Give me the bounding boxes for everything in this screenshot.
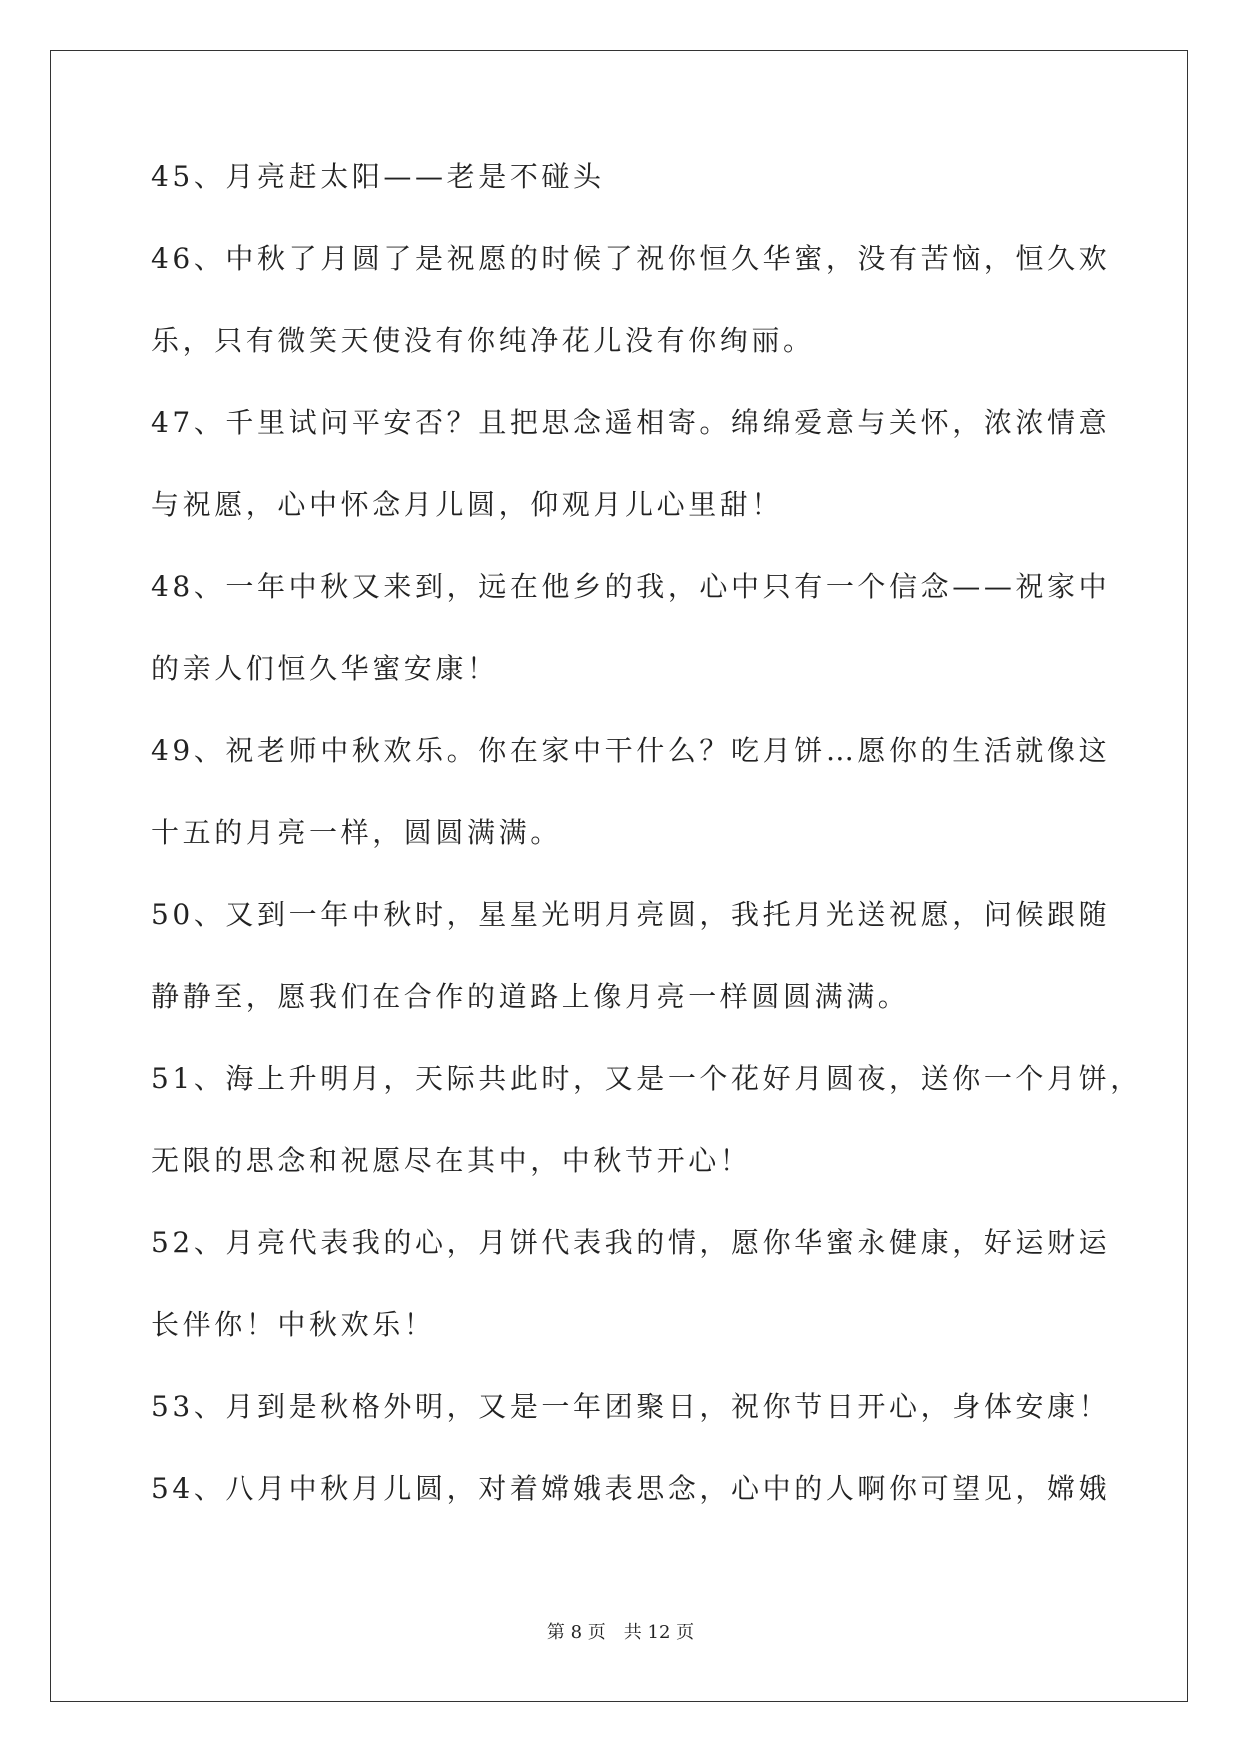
text-line: 47、千里试问平安否？且把思念遥相寄。绵绵爱意与关怀，浓浓情意 [151,406,1111,439]
text-line: 45、月亮赶太阳——老是不碰头 [151,160,605,193]
text-line: 长伴你！中秋欢乐！ [151,1308,436,1341]
text-line: 48、一年中秋又来到，远在他乡的我，心中只有一个信念——祝家中 [151,570,1111,603]
page-number-footer: 第 8 页 共 12 页 [546,1622,695,1643]
text-line: 46、中秋了月圆了是祝愿的时候了祝你恒久华蜜，没有苦恼，恒久欢 [151,242,1111,275]
text-line: 的亲人们恒久华蜜安康！ [151,652,499,685]
text-line: 49、祝老师中秋欢乐。你在家中干什么？吃月饼…愿你的生活就像这 [151,734,1111,767]
document-body [151,160,1142,1554]
text-line: 乐，只有微笑天使没有你纯净花儿没有你绚丽。 [151,324,815,357]
text-line: 静静至，愿我们在合作的道路上像月亮一样圆圆满满。 [151,980,910,1013]
text-line: 与祝愿，心中怀念月儿圆，仰观月儿心里甜！ [151,488,784,521]
text-line: 54、八月中秋月儿圆，对着嫦娥表思念，心中的人啊你可望见，嫦娥 [151,1472,1111,1505]
text-line: 无限的思念和祝愿尽在其中，中秋节开心！ [151,1144,752,1177]
text-line: 51、海上升明月，天际共此时，又是一个花好月圆夜，送你一个月饼， [151,1062,1142,1095]
text-line: 52、月亮代表我的心，月饼代表我的情，愿你华蜜永健康，好运财运 [151,1226,1111,1259]
text-line: 50、又到一年中秋时，星星光明月亮圆，我托月光送祝愿，问候跟随 [151,898,1111,931]
text-line: 53、月到是秋格外明，又是一年团聚日，祝你节日开心，身体安康！ [151,1390,1111,1423]
text-line: 十五的月亮一样，圆圆满满。 [151,816,562,849]
